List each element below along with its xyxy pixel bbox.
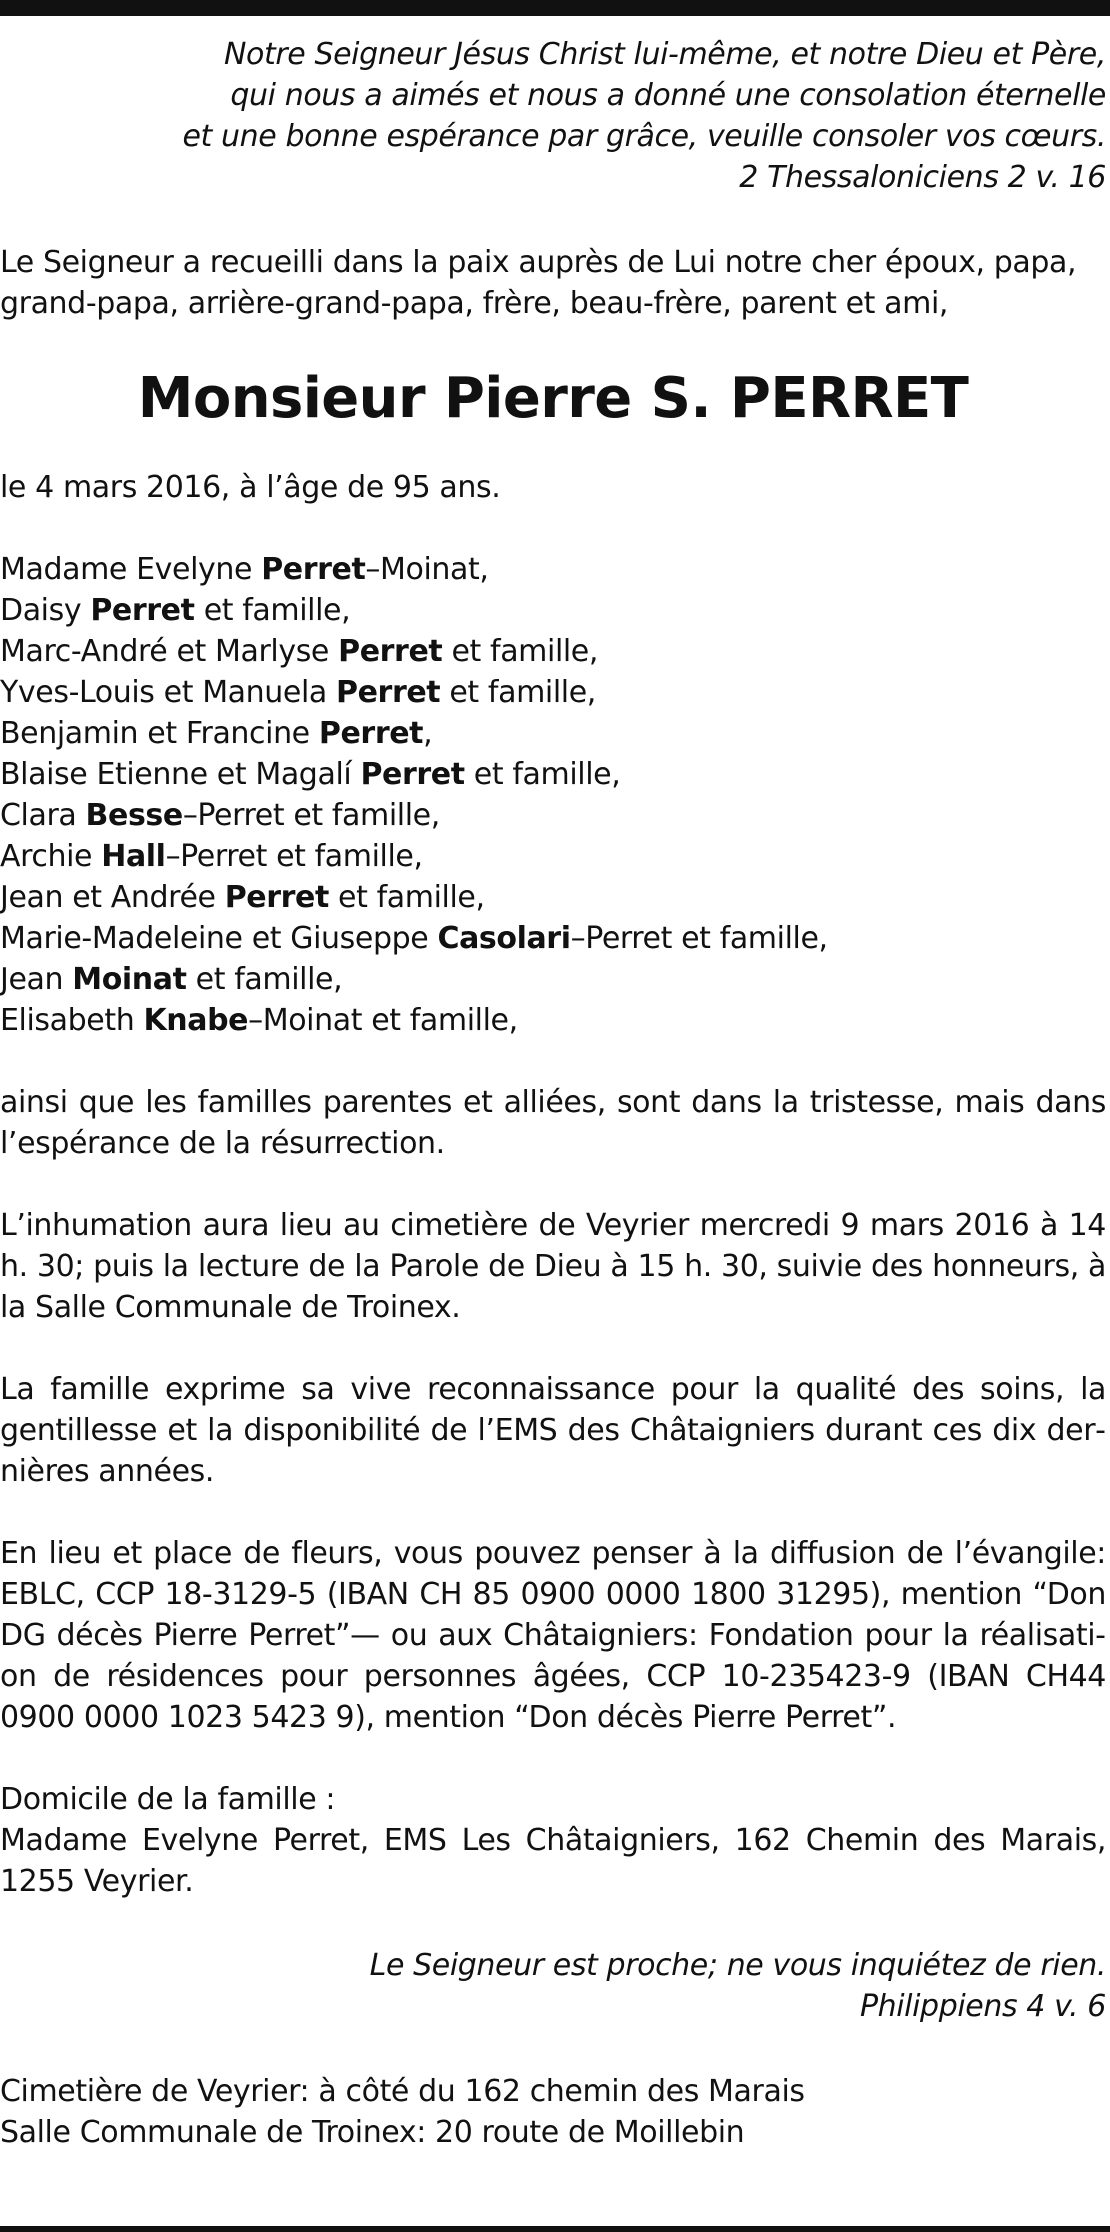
family-member-line: Marie-Madeleine et Giuseppe Casolari–Perret et famille, — [0, 921, 828, 956]
top-border-rule — [0, 0, 1110, 16]
family-member-line: Yves-Louis et Manuela Perret et famille, — [0, 675, 596, 710]
family-surname: Besse — [85, 798, 183, 833]
verse-line: qui nous a aimés et nous a donné une consolation éternelle — [230, 78, 1106, 113]
family-surname: Knabe — [143, 1003, 249, 1038]
family-member-line: Jean et Andrée Perret et famille, — [0, 880, 485, 915]
burial-paragraph: L’inhumation aura lieu au cimetière de Veyrier mercredi 9 mars 2016 à 14 h. 30; puis la lecture de la Parole de Dieu à 15 h. 30, suivie des honneurs, à la Salle Communale de Troinex. — [0, 1208, 1106, 1325]
family-surname: Perret — [336, 675, 441, 710]
family-member-line: Marc-André et Marlyse Perret et famille, — [0, 634, 599, 669]
family-surname: Moinat — [72, 962, 187, 997]
family-surname: Perret — [224, 880, 329, 915]
intro-line: Le Seigneur a recueilli dans la paix auprès de Lui notre cher époux, papa, — [0, 245, 1077, 280]
verse-line: Notre Seigneur Jésus Christ lui-même, et notre Dieu et Père, — [223, 37, 1106, 72]
intro-line: grand-papa, arrière-grand-papa, frère, beau-frère, parent et ami, — [0, 286, 949, 321]
bottom-border-rule — [0, 2226, 1110, 2232]
thanks-paragraph: La famille exprime sa vive reconnaissance pour la qualité des soins, la gentillesse et la disponibilité de l’EMS des Châtaigniers durant ces dix dernières années. — [0, 1372, 1106, 1489]
address-line: Cimetière de Veyrier: à côté du 162 chemin des Marais — [0, 2074, 805, 2109]
intro-paragraph — [0, 242, 1106, 324]
verse-line: Le Seigneur est proche; ne vous inquiétez de rien. — [369, 1948, 1106, 1983]
family-surname: Perret — [318, 716, 424, 751]
donation-paragraph: En lieu et place de fleurs, vous pouvez penser à la diffusion de l’évangile: EBLC, CCP 18-3129-5 (IBAN CH 85 0900 0000 1800 31295), mention “Don DG décès Pierre Perret”— ou aux Châtaigniers: Fondation pour la réalisation de résidences pour personnes âgées, CCP 10-235423-9 (IBAN CH44 0900 0000 1023 5423 9), mention “Don décès Pierre Perret”. — [0, 1536, 1106, 1735]
verse-line: et une bonne espérance par grâce, veuille consoler vos cœurs. — [182, 119, 1106, 154]
family-surname: Perret — [338, 634, 443, 669]
family-surname: Casolari — [437, 921, 571, 956]
closing-verse — [0, 1945, 1106, 2027]
date-age: le 4 mars 2016, à l’âge de 95 ans. — [0, 470, 501, 505]
family-surname: Hall — [101, 839, 166, 874]
family-member-line: Blaise Etienne et Magalí Perret et famille, — [0, 757, 621, 792]
opening-verse — [0, 34, 1106, 198]
family-member-line: Archie Hall–Perret et famille, — [0, 839, 423, 874]
location-addresses — [0, 2071, 1106, 2153]
domicile-address: Madame Evelyne Perret, EMS Les Châtaigniers, 162 Chemin des Marais, 1255 Veyrier. — [0, 1823, 1106, 1899]
families-paragraph: ainsi que les familles parentes et alliées, sont dans la tristesse, mais dans l’espérance de la résurrection. — [0, 1085, 1106, 1161]
family-member-line: Madame Evelyne Perret–Moinat, — [0, 552, 489, 587]
address-line: Salle Communale de Troinex: 20 route de Moillebin — [0, 2115, 745, 2150]
domicile-label: Domicile de la famille : — [0, 1782, 336, 1817]
family-member-line: Clara Besse–Perret et famille, — [0, 798, 440, 833]
family-surname: Perret — [261, 552, 366, 587]
deceased-name: Monsieur Pierre S. PERRET — [137, 366, 969, 431]
family-domicile — [0, 1779, 1106, 1902]
family-surname: Perret — [90, 593, 195, 628]
family-member-line: Daisy Perret et famille, — [0, 593, 351, 628]
family-member-line: Elisabeth Knabe–Moinat et famille, — [0, 1003, 518, 1038]
verse-reference: Philippiens 4 v. 6 — [859, 1989, 1106, 2024]
family-surname: Perret — [360, 757, 465, 792]
family-member-line: Benjamin et Francine Perret, — [0, 716, 433, 751]
obituary-notice — [0, 34, 1106, 2153]
verse-reference: 2 Thessaloniciens 2 v. 16 — [739, 160, 1106, 195]
family-member-line: Jean Moinat et famille, — [0, 962, 343, 997]
family-list — [0, 549, 1106, 1041]
